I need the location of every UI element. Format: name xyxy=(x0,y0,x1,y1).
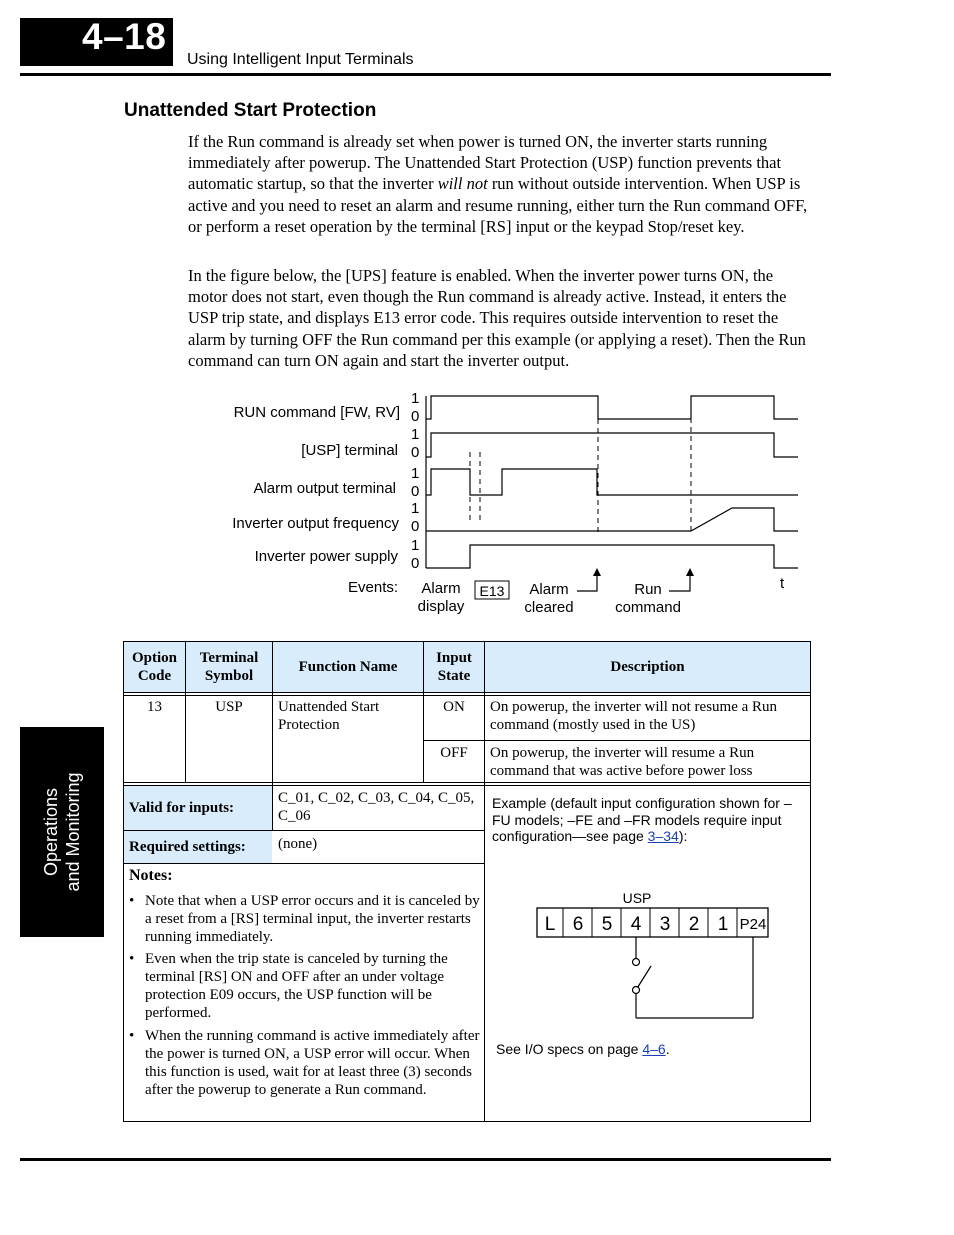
section-heading: Unattended Start Protection xyxy=(124,100,377,121)
output-frequency-waveform xyxy=(426,508,798,531)
signal-label-frequency: Inverter output frequency xyxy=(232,515,399,532)
header-terminal-symbol: Terminal Symbol xyxy=(186,642,272,692)
time-axis-label: t xyxy=(780,575,785,592)
page-link-3-34[interactable]: 3–34 xyxy=(647,828,679,844)
page-link-4-6[interactable]: 4–6 xyxy=(642,1041,666,1057)
usp-terminal-waveform xyxy=(426,433,798,457)
valid-for-inputs-label: Valid for inputs: xyxy=(124,786,272,830)
footer-rule xyxy=(20,1158,831,1161)
event-alarm-display-line1: Alarm xyxy=(421,580,461,597)
power-supply-waveform xyxy=(426,545,798,568)
rule xyxy=(124,692,810,693)
example-caption: Example (default input configuration shown for –FU models; –FE and –FR models require input configuration—see page 3–34): xyxy=(492,795,792,844)
event-alarm-display-line2: display xyxy=(417,598,465,615)
rule xyxy=(272,642,273,830)
power-level-high: 1 xyxy=(411,537,420,554)
switch-contact-bottom xyxy=(633,987,640,994)
required-settings-value: (none) xyxy=(278,836,318,852)
signal-label-run: RUN command [FW, RV] xyxy=(233,404,400,421)
rule xyxy=(124,695,810,696)
note-item: • Note that when a USP error occurs and it is canceled by a reset from a [RS] terminal input, the inverter restarts running immediately. xyxy=(129,893,480,945)
rule xyxy=(484,642,485,1121)
page-number: 4–18 xyxy=(82,16,167,57)
event-alarm-cleared-line2: cleared xyxy=(524,599,574,616)
run-command-waveform xyxy=(426,396,798,419)
terminal-4: 4 xyxy=(630,914,642,935)
valid-for-inputs-value: C_01, C_02, C_03, C_04, C_05, C_06 xyxy=(278,790,475,824)
rule xyxy=(124,863,484,864)
header-option-code: Option Code xyxy=(124,642,185,692)
alarm-level-high: 1 xyxy=(411,465,420,482)
running-header: Using Intelligent Input Terminals xyxy=(187,51,414,68)
intro-paragraph: If the Run command is already set when power is turned ON, the inverter starts running immediately after powerup. The Unattended Start Protection (USP) function prevents that automatic startup, so that the inverter will not run without outside intervention. When USP is active and you need to reset an alarm and resume running, either turn the Run command OFF, or perform a reset operation by the terminal [RS] input or the keypad Stop/reset key. xyxy=(188,132,808,236)
switch-blade xyxy=(636,966,651,990)
description-on: On powerup, the inverter will not resume a Run command (mostly used in the US) xyxy=(490,699,778,733)
event-e13: E13 xyxy=(479,583,505,599)
note-item: • Even when the trip state is canceled by turning the terminal [RS] ON and OFF after an under voltage protection E09 occurs, the USP function will be performed. xyxy=(129,951,448,1021)
option-code-value: 13 xyxy=(147,699,162,715)
usp-level-low: 0 xyxy=(411,444,420,461)
function-name-value: Unattended Start Protection xyxy=(278,699,380,733)
timing-diagram xyxy=(200,388,810,628)
run-level-high: 1 xyxy=(411,390,420,407)
signal-label-alarm: Alarm output terminal xyxy=(253,480,396,497)
chapter-side-label: Operations and Monitoring xyxy=(41,772,83,892)
event-run-command-line2: command xyxy=(615,599,681,616)
rule xyxy=(423,740,810,741)
figure-explanation-paragraph: In the figure below, the [UPS] feature is enabled. When the inverter power turns ON, the motor does not start, even though the Run command is already active. Instead, it enters the USP trip state, and displays E13 error code. This requires outside intervention to reset the alarm by turning OFF the Run command per this example (or applying a reset). Then the Run command can turn ON again and start the inverter output. xyxy=(188,266,806,370)
signal-label-power: Inverter power supply xyxy=(254,548,398,565)
usp-level-high: 1 xyxy=(411,426,420,443)
option-table xyxy=(123,641,811,1122)
required-settings-label: Required settings: xyxy=(124,831,272,863)
usp-wiring-diagram xyxy=(534,882,774,1022)
alarm-cleared-pointer xyxy=(577,574,597,591)
alarm-level-low: 0 xyxy=(411,483,420,500)
terminal-6: 6 xyxy=(572,914,584,935)
freq-level-low: 0 xyxy=(411,518,420,535)
usp-terminal-label: USP xyxy=(622,890,652,906)
terminal-5: 5 xyxy=(601,914,613,935)
terminal-3: 3 xyxy=(659,914,671,935)
notes-title: Notes: xyxy=(129,867,173,884)
events-label: Events: xyxy=(348,579,399,596)
rule xyxy=(124,782,810,783)
input-state-on: ON xyxy=(443,699,465,715)
signal-label-usp: [USP] terminal xyxy=(301,442,398,459)
run-command-pointer xyxy=(669,574,690,591)
run-level-low: 0 xyxy=(411,408,420,425)
terminal-strip xyxy=(537,908,768,937)
terminal-symbol-value: USP xyxy=(215,699,243,715)
event-alarm-cleared-line1: Alarm xyxy=(529,581,569,598)
terminal-p24: P24 xyxy=(739,916,767,933)
input-state-off: OFF xyxy=(440,745,468,761)
terminal-l: L xyxy=(544,914,556,935)
power-level-low: 0 xyxy=(411,555,420,572)
description-off: On powerup, the inverter will resume a Run command that was active before power loss xyxy=(490,745,755,779)
header-input-state: Input State xyxy=(424,642,484,692)
event-run-command-line1: Run xyxy=(634,581,662,598)
header-description: Description xyxy=(485,642,810,692)
switch-contact-top xyxy=(633,959,640,966)
header-rule xyxy=(20,73,831,76)
note-item: • When the running command is active immediately after the power is turned ON, a USP error will occur. When this function is used, wait for at least three (3) seconds after the powerup to generate a Run command. xyxy=(129,1028,480,1098)
header-function-name: Function Name xyxy=(273,642,423,692)
terminal-2: 2 xyxy=(688,914,700,935)
terminal-1: 1 xyxy=(717,914,729,935)
alarm-output-waveform xyxy=(426,469,798,495)
freq-level-high: 1 xyxy=(411,500,420,517)
io-specs-reference: See I/O specs on page 4–6. xyxy=(496,1041,670,1057)
